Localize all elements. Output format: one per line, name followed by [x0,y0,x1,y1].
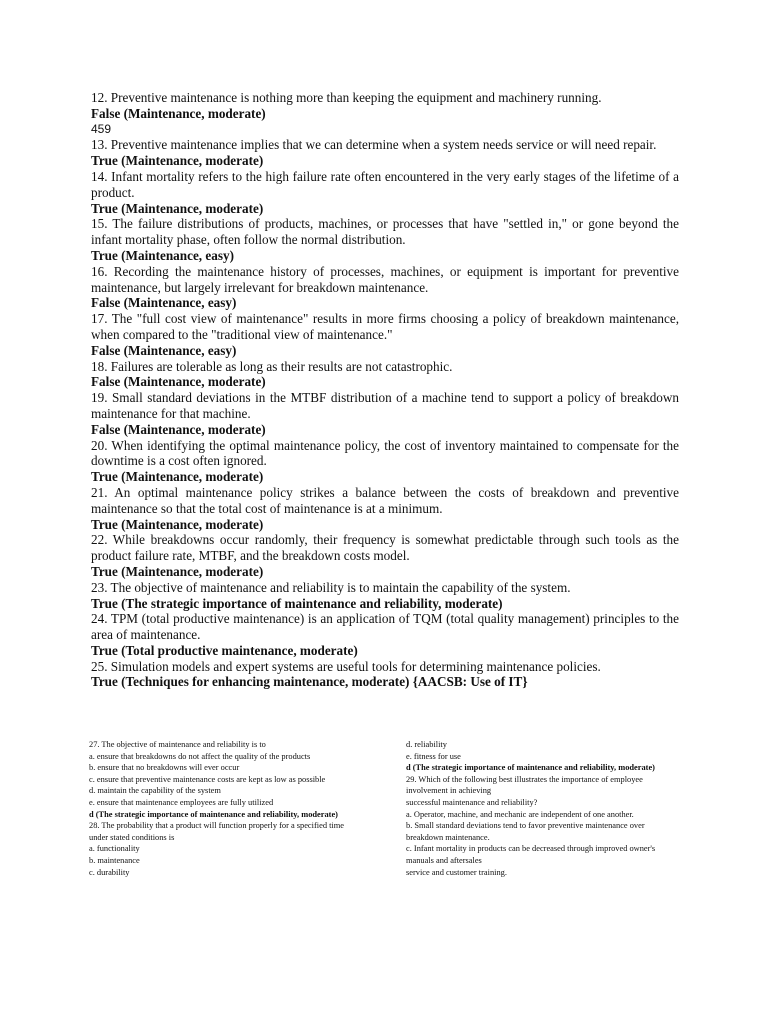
main-question-line: 13. Preventive maintenance implies that we can determine when a system needs service or will need repair. [91,137,657,153]
left-col-question-line: c. durability [89,867,130,877]
main-question-line: 16. Recording the maintenance history of processes, machines, or equipment is important for preventive maintenance, but largely irrelevant for breakdown maintenance. [91,263,679,295]
left-col-question-line: e. ensure that maintenance employees are fully utilized [89,797,274,807]
left-column [89,739,354,878]
main-answer: False (Maintenance, moderate) [91,374,266,390]
main-answer: False (Maintenance, moderate) [91,421,266,437]
main-answer: True (The strategic importance of maintenance and reliability, moderate) [91,595,503,611]
left-col-answer: d (The strategic importance of maintenance and reliability, moderate) [89,809,338,819]
right-col-question-line: d. reliability [406,740,447,749]
right-col-answer: d (The strategic importance of maintenance and reliability, moderate) [406,763,655,773]
main-question-line: 21. An optimal maintenance policy strikes a balance between the costs of breakdown and preventive maintenance so that the total cost of maintenance is at a minimum. [91,484,679,516]
left-col-question-line: c. ensure that preventive maintenance costs are kept as low as possible [89,774,326,784]
right-col-question-line: c. Infant mortality in products can be decreased through improved owner's manuals and aftersales [406,844,656,865]
left-col-question-line: a. ensure that breakdowns do not affect the quality of the products [89,751,311,761]
main-question-line: 19. Small standard deviations in the MTBF distribution of a machine tend to support a policy of breakdown maintenance for that machine. [91,390,679,421]
right-col-question-line: a. Operator, machine, and mechanic are independent of one another. [406,809,634,819]
main-answer: True (Maintenance, moderate) [91,200,264,216]
main-question-line: 24. TPM (total productive maintenance) is an application of TQM (total quality management) principles to the area of maintenance. [91,611,679,643]
main-answer: False (Maintenance, easy) [91,342,237,358]
main-answer: True (Maintenance, easy) [91,247,234,263]
main-answer: True (Maintenance, moderate) [91,516,264,532]
page-number: 459 [91,121,112,136]
left-col-question-line: b. maintenance [89,855,140,865]
main-qa-list [91,90,679,690]
main-answer: True (Maintenance, moderate) [91,153,264,169]
right-col-question-line: e. fitness for use [406,751,461,761]
left-col-question-line: b. ensure that no breakdowns will ever occur [89,763,240,773]
main-question-line: 12. Preventive maintenance is nothing more than keeping the equipment and machinery running. [91,90,602,105]
right-col-question-line: successful maintenance and reliability? [406,797,538,807]
main-answer: False (Maintenance, moderate) [91,105,266,121]
main-question-line: 22. While breakdowns occur randomly, their frequency is somewhat predictable through such tools as the product failure rate, MTBF, and the breakdown costs model. [91,532,679,564]
left-col-question-line: d. maintain the capability of the system [89,786,221,796]
main-answer: True (Maintenance, moderate) [91,469,264,485]
main-answer: False (Maintenance, easy) [91,295,237,311]
main-question-line: 20. When identifying the optimal maintenance policy, the cost of inventory maintained to compensate for the downtime is a cost often ignored. [91,437,679,469]
main-question-line: 18. Failures are tolerable as long as their results are not catastrophic. [91,358,453,374]
left-col-question-line: 28. The probability that a product will function properly for a specified time under stated conditions is [89,821,344,842]
right-col-question-line: b. Small standard deviations tend to favor preventive maintenance over breakdown maintenance. [406,821,645,842]
main-answer: True (Total productive maintenance, moderate) [91,642,358,658]
main-question-line: 14. Infant mortality refers to the high failure rate often encountered in the very early stages of the lifetime of a product. [91,168,679,200]
main-question-line: 25. Simulation models and expert systems are useful tools for determining maintenance policies. [91,658,601,674]
main-answer: True (Maintenance, moderate) [91,563,264,579]
main-question-line: 23. The objective of maintenance and reliability is to maintain the capability of the system. [91,579,571,595]
right-column [406,739,678,878]
main-question-line: 17. The "full cost view of maintenance" results in more firms choosing a policy of breakdown maintenance, when compared to the "traditional view of maintenance." [91,311,679,342]
main-answer: True (Techniques for enhancing maintenance, moderate) {AACSB: Use of IT} [91,674,528,690]
main-question-line: 15. The failure distributions of products, machines, or processes that have "settled in," or gone beyond the infant mortality phase, often follow the normal distribution. [91,216,679,248]
right-col-question-line: service and customer training. [406,867,507,877]
left-col-question-line: 27. The objective of maintenance and reliability is to [89,740,266,749]
left-col-question-line: a. functionality [89,844,140,854]
right-col-question-line: 29. Which of the following best illustrates the importance of employee involvement in achieving [406,774,643,796]
